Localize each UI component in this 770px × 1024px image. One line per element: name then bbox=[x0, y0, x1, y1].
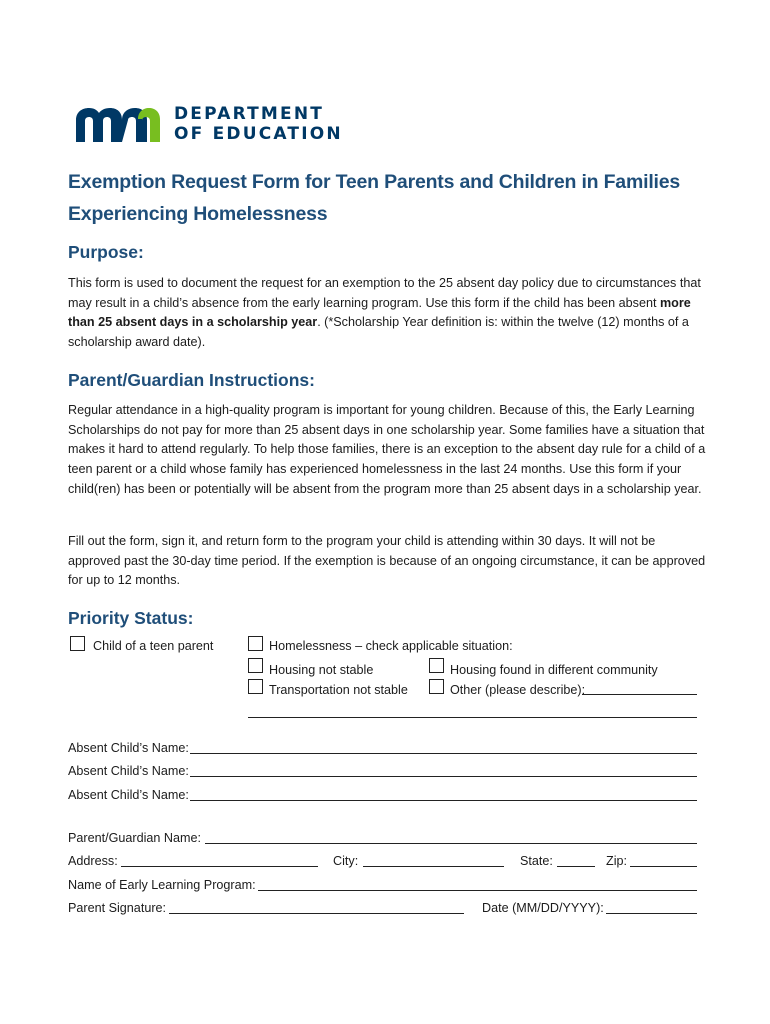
address-field[interactable] bbox=[121, 866, 318, 867]
date-field[interactable] bbox=[606, 913, 697, 914]
absent-child-1-field[interactable] bbox=[190, 753, 697, 754]
instructions-heading: Parent/Guardian Instructions: bbox=[68, 370, 315, 390]
date-label: Date (MM/DD/YYYY): bbox=[482, 901, 604, 915]
housing-found-label: Housing found in different community bbox=[450, 663, 658, 677]
other-label: Other (please describe): bbox=[450, 683, 586, 697]
housing-not-stable-label: Housing not stable bbox=[269, 663, 374, 677]
teen-parent-checkbox[interactable] bbox=[70, 636, 85, 651]
absent-child-1-label: Absent Child’s Name: bbox=[68, 741, 189, 755]
purpose-text-b: . (*Scholarship Year definition is: within the twelve (12) months of a scholarship award date). bbox=[68, 315, 689, 350]
logo-line-1: DEPARTMENT bbox=[174, 104, 325, 124]
priority-heading: Priority Status: bbox=[68, 608, 194, 628]
purpose-text-bold: more than 25 absent days in a scholarship year bbox=[68, 295, 691, 330]
state-field[interactable] bbox=[557, 866, 595, 867]
purpose-text-a: This form is used to document the request for an exemption to the 25 absent day policy due to circumstances that may result in a child’s absence from the early learning program. Use this form if the child has been absent bbox=[68, 276, 701, 310]
city-field[interactable] bbox=[363, 866, 504, 867]
program-label: Name of Early Learning Program: bbox=[68, 878, 256, 892]
state-label: State: bbox=[520, 854, 553, 868]
teen-parent-label: Child of a teen parent bbox=[93, 639, 214, 653]
signature-field[interactable] bbox=[169, 913, 464, 914]
city-label: City: bbox=[333, 854, 359, 868]
form-title: Exemption Request Form for Teen Parents and Children in Families Experiencing Homelessness bbox=[68, 171, 681, 225]
mn-logo-icon bbox=[76, 106, 160, 144]
housing-found-checkbox[interactable] bbox=[429, 658, 444, 673]
parent-name-field[interactable] bbox=[205, 843, 697, 844]
homelessness-checkbox[interactable] bbox=[248, 636, 263, 651]
transportation-checkbox[interactable] bbox=[248, 679, 263, 694]
purpose-text bbox=[68, 274, 708, 353]
absent-child-3-label: Absent Child’s Name: bbox=[68, 788, 189, 802]
transportation-label: Transportation not stable bbox=[269, 683, 408, 697]
zip-field[interactable] bbox=[630, 866, 697, 867]
logo-line-2: OF EDUCATION bbox=[174, 124, 343, 144]
program-field[interactable] bbox=[258, 890, 697, 891]
zip-label: Zip: bbox=[606, 854, 627, 868]
parent-name-label: Parent/Guardian Name: bbox=[68, 831, 202, 845]
other-describe-line-2[interactable] bbox=[248, 717, 697, 718]
absent-child-2-field[interactable] bbox=[190, 776, 697, 777]
housing-not-stable-checkbox[interactable] bbox=[248, 658, 263, 673]
address-label: Address: bbox=[68, 854, 118, 868]
absent-child-3-field[interactable] bbox=[190, 800, 697, 801]
instructions-paragraph-2: Fill out the form, sign it, and return form to the program your child is attending within 30 days. It will not be approved past the 30-day time period. If the exemption is because of an ongoing circumstance, it can be approved for up to 12 months. bbox=[68, 534, 706, 588]
other-describe-line[interactable] bbox=[582, 694, 697, 695]
purpose-heading: Purpose: bbox=[68, 242, 144, 262]
absent-child-2-label: Absent Child’s Name: bbox=[68, 764, 189, 778]
homelessness-label: Homelessness – check applicable situation: bbox=[269, 639, 513, 653]
logo-wordmark bbox=[174, 104, 374, 144]
instructions-paragraph-1: Regular attendance in a high-quality program is important for young children. Because of this, the Early Learning Scholarships do not pay for more than 25 absent days in one scholarship year. Some families have a situation that makes it hard to attend regularly. To help those families, there is an exception to the absent day rule for a child of a teen parent or a child whose family has experienced homelessness in the last 24 months. Use this form if your child(ren) has been or potentially will be absent from the program more than 25 absent days in a scholarship year. bbox=[68, 403, 706, 496]
signature-label: Parent Signature: bbox=[68, 901, 167, 915]
other-checkbox[interactable] bbox=[429, 679, 444, 694]
